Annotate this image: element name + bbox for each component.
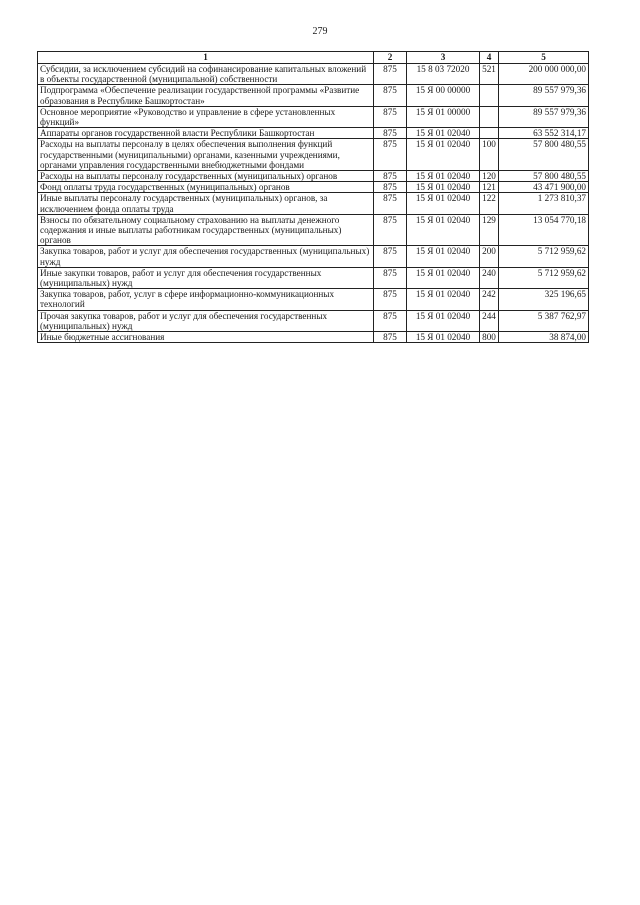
row-name: Фонд оплаты труда государственных (муниципальных) органов	[38, 182, 374, 193]
header-col-3: 3	[407, 52, 480, 64]
row-admin-code: 875	[374, 246, 407, 267]
row-name: Аппараты органов государственной власти Республики Башкортостан	[38, 128, 374, 139]
table-row	[38, 289, 589, 310]
table-body	[38, 64, 589, 343]
table-row	[38, 193, 589, 214]
row-target-code: 15 Я 01 00000	[407, 106, 480, 127]
budget-table	[37, 51, 589, 343]
row-expense-type: 242	[480, 289, 499, 310]
row-name: Закупка товаров, работ и услуг для обеспечения государственных (муниципальных) нужд	[38, 246, 374, 267]
row-amount: 57 800 480,55	[499, 171, 589, 182]
row-target-code: 15 Я 01 02040	[407, 128, 480, 139]
row-target-code: 15 Я 01 02040	[407, 246, 480, 267]
row-expense-type: 200	[480, 246, 499, 267]
row-expense-type: 121	[480, 182, 499, 193]
row-target-code: 15 8 03 72020	[407, 64, 480, 85]
header-col-4: 4	[480, 52, 499, 64]
row-name: Расходы на выплаты персоналу государственных (муниципальных) органов	[38, 171, 374, 182]
table-row	[38, 267, 589, 288]
row-amount: 5 712 959,62	[499, 246, 589, 267]
row-amount: 5 387 762,97	[499, 310, 589, 331]
row-name: Субсидии, за исключением субсидий на софинансирование капитальных вложений в объекты государственной (муниципальной) собственности	[38, 64, 374, 85]
table-header	[38, 52, 589, 64]
table-row	[38, 106, 589, 127]
row-admin-code: 875	[374, 139, 407, 171]
row-expense-type	[480, 128, 499, 139]
row-amount: 5 712 959,62	[499, 267, 589, 288]
row-name: Взносы по обязательному социальному страхованию на выплаты денежного содержания и иные выплаты работникам государственных (муниципальных) органов	[38, 214, 374, 246]
row-expense-type: 100	[480, 139, 499, 171]
row-target-code: 15 Я 01 02040	[407, 267, 480, 288]
row-expense-type: 521	[480, 64, 499, 85]
row-expense-type	[480, 106, 499, 127]
table-row	[38, 310, 589, 331]
row-amount: 38 874,00	[499, 332, 589, 343]
row-admin-code: 875	[374, 85, 407, 106]
header-col-1: 1	[38, 52, 374, 64]
row-amount: 325 196,65	[499, 289, 589, 310]
header-col-2: 2	[374, 52, 407, 64]
row-admin-code: 875	[374, 332, 407, 343]
row-amount: 13 054 770,18	[499, 214, 589, 246]
table-row	[38, 128, 589, 139]
row-name: Подпрограмма «Обеспечение реализации государственной программы «Развитие образования в Республике Башкортостан»	[38, 85, 374, 106]
row-target-code: 15 Я 01 02040	[407, 182, 480, 193]
table-row	[38, 171, 589, 182]
row-admin-code: 875	[374, 310, 407, 331]
table-row	[38, 332, 589, 343]
row-amount: 89 557 979,36	[499, 106, 589, 127]
row-expense-type: 244	[480, 310, 499, 331]
row-admin-code: 875	[374, 106, 407, 127]
header-row	[38, 52, 589, 64]
row-amount: 43 471 900,00	[499, 182, 589, 193]
row-admin-code: 875	[374, 182, 407, 193]
table-row	[38, 182, 589, 193]
row-admin-code: 875	[374, 193, 407, 214]
row-admin-code: 875	[374, 214, 407, 246]
page-number: 279	[312, 26, 328, 37]
row-amount: 89 557 979,36	[499, 85, 589, 106]
row-target-code: 15 Я 00 00000	[407, 85, 480, 106]
row-target-code: 15 Я 01 02040	[407, 171, 480, 182]
row-expense-type: 129	[480, 214, 499, 246]
row-amount: 1 273 810,37	[499, 193, 589, 214]
row-name: Иные бюджетные ассигнования	[38, 332, 374, 343]
row-admin-code: 875	[374, 128, 407, 139]
row-amount: 200 000 000,00	[499, 64, 589, 85]
table-row	[38, 85, 589, 106]
table-row	[38, 214, 589, 246]
table-row	[38, 139, 589, 171]
row-admin-code: 875	[374, 64, 407, 85]
row-amount: 63 552 314,17	[499, 128, 589, 139]
row-target-code: 15 Я 01 02040	[407, 310, 480, 331]
row-admin-code: 875	[374, 171, 407, 182]
header-col-5: 5	[499, 52, 589, 64]
row-target-code: 15 Я 01 02040	[407, 332, 480, 343]
row-expense-type	[480, 85, 499, 106]
table-row	[38, 246, 589, 267]
row-expense-type: 120	[480, 171, 499, 182]
row-name: Закупка товаров, работ, услуг в сфере информационно-коммуникационных технологий	[38, 289, 374, 310]
row-name: Прочая закупка товаров, работ и услуг для обеспечения государственных (муниципальных) нужд	[38, 310, 374, 331]
row-target-code: 15 Я 01 02040	[407, 289, 480, 310]
row-amount: 57 800 480,55	[499, 139, 589, 171]
row-name: Расходы на выплаты персоналу в целях обеспечения выполнения функций государственными (муниципальными) органами, казенными учреждениями, органами управления государственными внебюджетными фондами	[38, 139, 374, 171]
row-expense-type: 800	[480, 332, 499, 343]
row-target-code: 15 Я 01 02040	[407, 214, 480, 246]
table-row	[38, 64, 589, 85]
row-expense-type: 240	[480, 267, 499, 288]
row-name: Иные выплаты персоналу государственных (муниципальных) органов, за исключением фонда оплаты труда	[38, 193, 374, 214]
row-target-code: 15 Я 01 02040	[407, 193, 480, 214]
row-name: Основное мероприятие «Руководство и управление в сфере установленных функций»	[38, 106, 374, 127]
row-admin-code: 875	[374, 267, 407, 288]
row-admin-code: 875	[374, 289, 407, 310]
row-name: Иные закупки товаров, работ и услуг для обеспечения государственных (муниципальных) нужд	[38, 267, 374, 288]
row-target-code: 15 Я 01 02040	[407, 139, 480, 171]
row-expense-type: 122	[480, 193, 499, 214]
